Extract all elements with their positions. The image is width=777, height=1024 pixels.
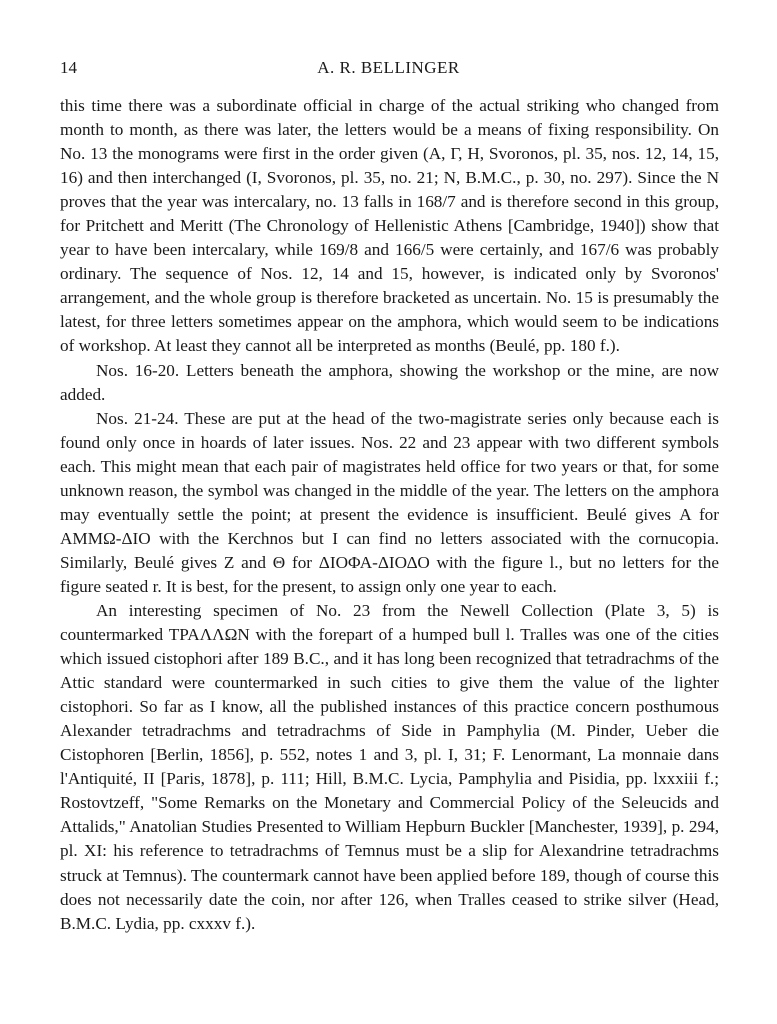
paragraph-nos-16-20: Nos. 16-20. Letters beneath the amphora, showing the workshop or the mine, are now added. bbox=[60, 360, 719, 404]
running-head-title: A. R. BELLINGER bbox=[317, 58, 460, 77]
page-number: 14 bbox=[60, 58, 77, 77]
paragraph-newell-specimen: An interesting specimen of No. 23 from the Newell Collection (Plate 3, 5) is countermarked ΤΡΑΛΛΩΝ with the forepart of a humped bull l. Tralles was one of the cities which issued cistophori after 189 B.C., and it has long been recognized that tetradrachms of the Attic standard were countermarked in such cities to give them the value of the lighter cistophori. So far as I know, all the published instances of this practice concern posthumous Alexander tetradrachms and tetradrachms of Side in Pamphylia (M. Pinder, Ueber die Cistophoren [Berlin, 1856], p. 552, notes 1 and 3, pl. I, 31; F. Lenormant, La monnaie dans l'Antiquité, II [Paris, 1878], p. 111; Hill, B.M.C. Lycia, Pamphylia and Pisidia, pp. lxxxiii f.; Rostovtzeff, "Some Remarks on the Monetary and Commercial Policy of the Seleucids and Attalids," Anatolian Studies Presented to William Hepburn Buckler [Manchester, 1939], p. 294, pl. XI: his reference to tetradrachms of Temnus must be a slip for Alexandrine tetradrachms struck at Temnus). The countermark cannot have been applied before 189, though of course this does not necessarily date the coin, nor after 126, when Tralles ceased to strike silver (Head, B.M.C. Lydia, pp. cxxxv f.). bbox=[60, 600, 719, 933]
body-text bbox=[60, 94, 719, 936]
running-head bbox=[60, 58, 717, 82]
paragraph-continuation: this time there was a subordinate official in charge of the actual striking who changed from month to month, as there was later, the letters would be a means of fixing responsibility. On No. 13 the monograms were first in the order given (Α, Γ, Η, Svoronos, pl. 35, nos. 12, 14, 15, 16) and then interchanged (Ι, Svoronos, pl. 35, no. 21; Ν, B.M.C., p. 30, no. 297). Since the Ν proves that the year was intercalary, no. 13 falls in 168/7 and is therefore second in this group, for Pritchett and Meritt (The Chronology of Hellenistic Athens [Cambridge, 1940]) show that year to have been intercalary, while 169/8 and 166/5 were certainly, and 167/6 was probably ordinary. The sequence of Nos. 12, 14 and 15, however, is indicated only by Svoronos' arrangement, and the whole group is therefore bracketed as uncertain. No. 15 is presumably the latest, for three letters sometimes appear on the amphora, which would seem to be indications of workshop. At least they cannot all be interpreted as months (Beulé, pp. 180 f.). bbox=[60, 96, 719, 356]
paragraph-nos-21-24: Nos. 21-24. These are put at the head of the two-magistrate series only because each is found only once in hoards of later issues. Nos. 22 and 23 appear with two different symbols each. This might mean that each pair of magistrates held office for two years or that, for some unknown reason, the symbol was changed in the middle of the year. The letters on the amphora may eventually settle the point; at present the evidence is insufficient. Beulé gives Α for ΑΜΜΩ-ΔΙΟ with the Kerchnos but I can find no letters associated with the cornucopia. Similarly, Beulé gives Ζ and Θ for ΔΙΟΦΑ-ΔΙΟΔΟ with the figure l., but no letters for the figure seated r. It is best, for the present, to assign only one year to each. bbox=[60, 408, 719, 596]
